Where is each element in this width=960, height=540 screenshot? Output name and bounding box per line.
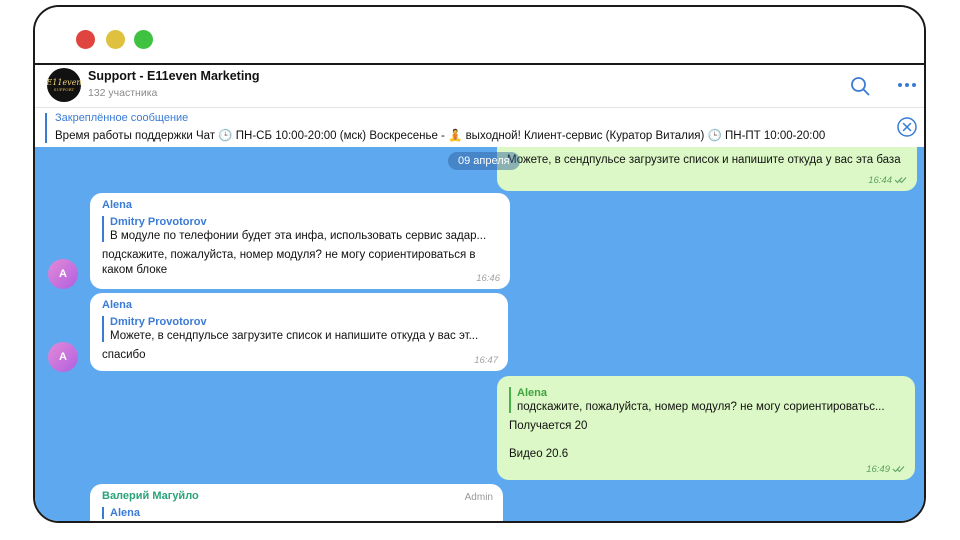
message-text: спасибо — [102, 349, 146, 361]
double-check-icon — [894, 176, 907, 184]
message-time: 16:47 — [474, 355, 498, 366]
reply-quote[interactable] — [102, 316, 496, 342]
chat-header — [35, 65, 924, 107]
message-bubble-incoming[interactable] — [90, 293, 508, 371]
app-window — [33, 5, 926, 523]
sender-name[interactable]: Alena — [102, 299, 132, 311]
double-check-icon — [892, 465, 905, 473]
message-text: Получается 20 — [509, 420, 588, 432]
message-time: 16:49 — [866, 464, 905, 475]
reply-text: подскажите, пожалуйста, номер модуля? не могу сориентироватьс... — [517, 401, 885, 413]
logo-text: E11even — [46, 77, 82, 87]
minimize-window-button[interactable] — [106, 30, 125, 49]
search-icon[interactable] — [850, 76, 870, 96]
reply-text: В модуле по телефонии будет эта инфа, использовать сервис задар... — [110, 230, 487, 242]
sender-name[interactable]: Alena — [102, 199, 132, 211]
close-circle-icon[interactable] — [896, 116, 918, 138]
message-bubble-outgoing[interactable] — [497, 376, 915, 480]
message-bubble-outgoing[interactable] — [497, 147, 917, 191]
more-dots-icon[interactable] — [897, 77, 917, 93]
message-time: 16:44 — [868, 175, 907, 186]
chat-title[interactable]: Support - E11even Marketing — [88, 69, 260, 83]
reply-author: Alena — [110, 507, 140, 519]
message-text: Видео 20.6 — [509, 448, 569, 460]
admin-badge: Admin — [464, 492, 493, 503]
member-count: 132 участника — [88, 87, 158, 99]
avatar[interactable]: A — [48, 342, 78, 372]
reply-author: Dmitry Provotorov — [110, 316, 207, 328]
message-text: Можете, в сендпульсе загрузите список и напишите откуда у вас эта база — [507, 154, 901, 166]
date-separator: 09 апреля — [448, 152, 520, 170]
reply-quote[interactable] — [102, 507, 491, 519]
maximize-window-button[interactable] — [134, 30, 153, 49]
reply-author: Dmitry Provotorov — [110, 216, 207, 228]
message-text: подскажите, пожалуйста, номер модуля? не могу сориентироваться в каком блоке — [102, 249, 476, 276]
reply-text: Можете, в сендпульсе загрузите список и напишите откуда у вас эт... — [110, 330, 479, 342]
logo-subtext: SUPPORT — [53, 86, 75, 92]
pinned-message[interactable] — [35, 107, 924, 147]
pinned-accent-bar — [45, 113, 47, 143]
reply-author: Alena — [517, 387, 547, 399]
message-bubble-incoming[interactable] — [90, 193, 510, 289]
message-bubble-incoming[interactable] — [90, 484, 503, 523]
window-titlebar — [35, 7, 924, 65]
pinned-title: Закреплённое сообщение — [55, 112, 189, 124]
reply-quote[interactable] — [102, 216, 498, 242]
avatar[interactable]: A — [48, 259, 78, 289]
sender-name[interactable]: Валерий Магуйло — [102, 490, 199, 502]
reply-quote[interactable] — [509, 387, 903, 413]
message-time: 16:46 — [476, 273, 500, 284]
chat-avatar[interactable] — [47, 68, 81, 102]
close-window-button[interactable] — [76, 30, 95, 49]
chat-area[interactable] — [35, 147, 924, 523]
pinned-text: Время работы поддержки Чат 🕒 ПН-СБ 10:00-20:00 (мск) Воскресенье - 🧘 выходной! Клиент-сервис (Куратор Виталия) 🕒 ПН-ПТ 10:00-20:00 — [55, 130, 826, 142]
